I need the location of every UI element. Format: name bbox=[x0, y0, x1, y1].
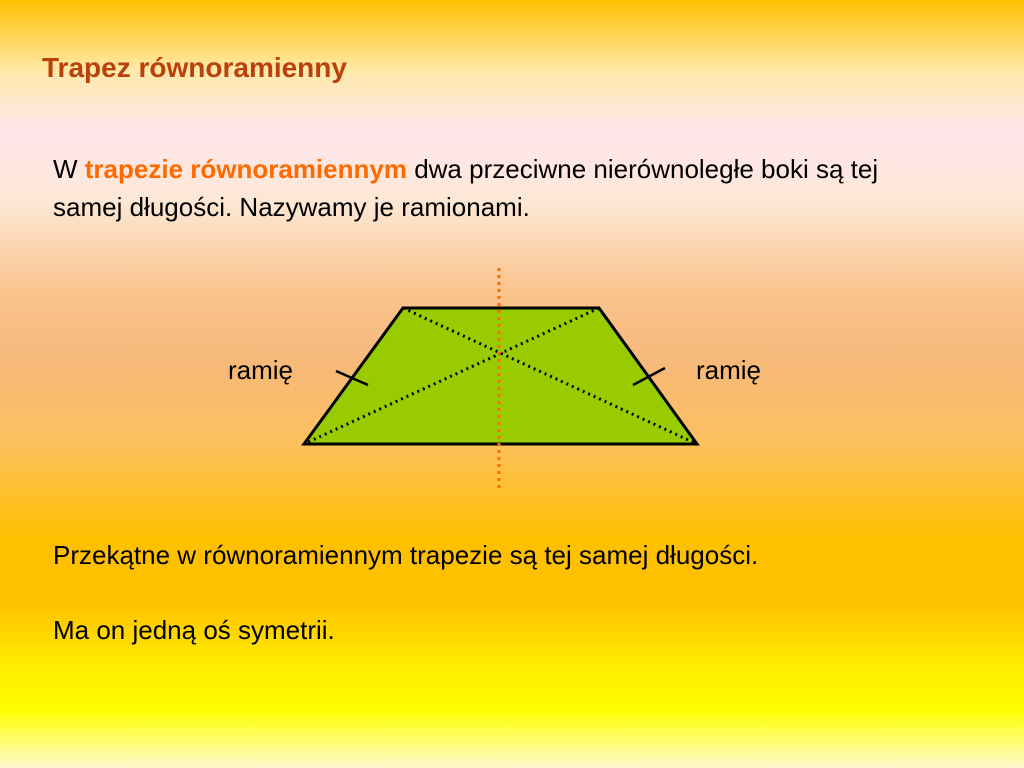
slide-title: Trapez równoramienny bbox=[42, 52, 347, 83]
intro-highlight: trapezie równoramiennym bbox=[84, 154, 407, 184]
intro-prefix: W bbox=[53, 154, 85, 184]
diagonals-statement: Przekątne w równoramiennym trapezie są tej samej długości. bbox=[53, 540, 759, 570]
intro-suffix: dwa przeciwne nierównoległe boki są tej samej długości. Nazywamy je ramionami. bbox=[53, 154, 879, 222]
left-leg-label: ramię bbox=[228, 355, 294, 385]
right-leg-label: ramię bbox=[696, 355, 762, 385]
symmetry-statement: Ma on jedną oś symetrii. bbox=[53, 615, 335, 645]
